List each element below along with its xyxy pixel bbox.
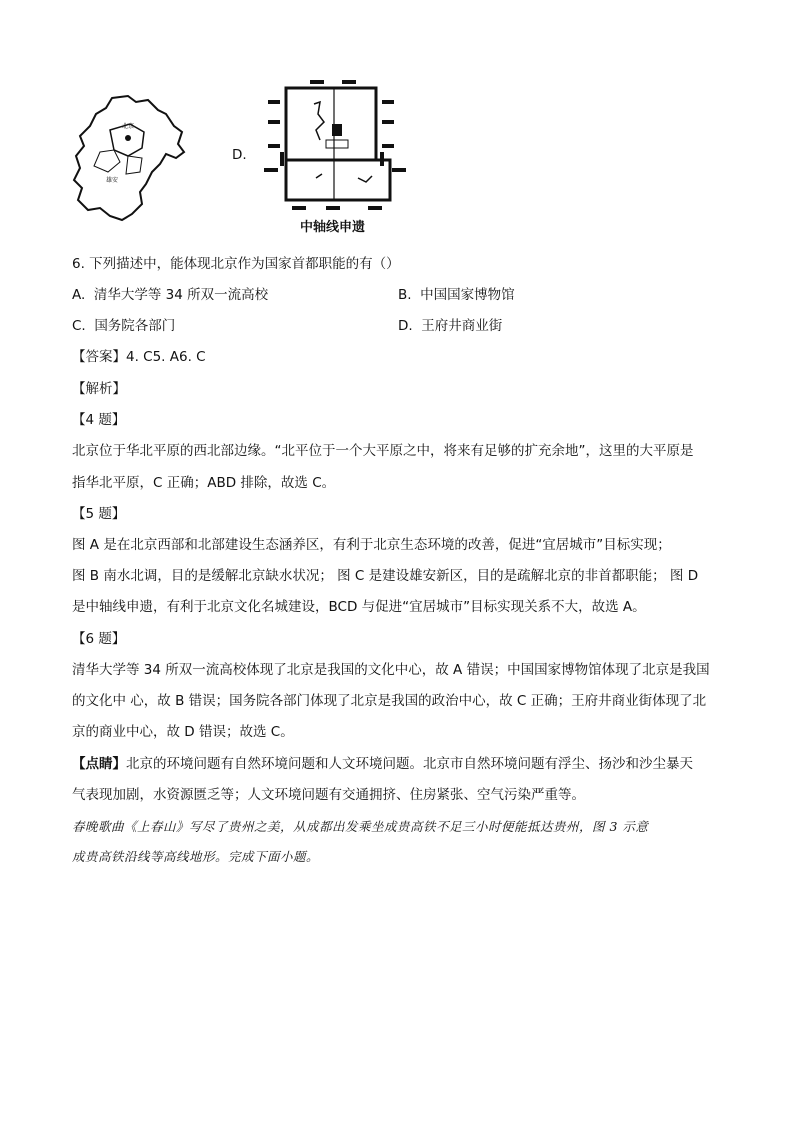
figure-option-d-label: D.	[232, 147, 247, 163]
q5-line-2: 图 B 南水北调，目的是缓解北京缺水状况； 图 C 是建设雄安新区，目的是疏解北京的非首都职能； 图 D	[72, 568, 699, 584]
q6-label: 【6 题】	[72, 631, 126, 647]
option-a	[72, 286, 268, 304]
map-c-beijing	[70, 92, 190, 224]
map-d-central-axis	[262, 74, 412, 224]
q6-line-3: 京的商业中心，故 D 错误；故选 C。	[72, 724, 294, 740]
q6-line-1: 清华大学等 34 所双一流高校体现了北京是我国的文化中心，故 A 错误；中国国家博物馆体现了北京是我国	[72, 662, 710, 678]
option-c	[72, 317, 175, 335]
point-label: 【点睛】	[72, 756, 126, 772]
option-letter: B.	[398, 287, 412, 303]
answer-text: 4. C5. A6. C	[126, 349, 206, 365]
option-text: 国务院各部门	[94, 318, 176, 334]
q4-label: 【4 题】	[72, 412, 126, 428]
option-letter: D.	[398, 318, 413, 334]
point-line-2: 气表现加剧，水资源匮乏等；人文环境问题有交通拥挤、住房紧张、空气污染严重等。	[72, 787, 585, 803]
q5-line-3: 是中轴线申遗，有利于北京文化名城建设，BCD 与促进“宜居城市”目标实现关系不大，故选 A。	[72, 599, 646, 615]
option-d	[398, 317, 502, 335]
option-letter: A.	[72, 287, 86, 303]
answer-line	[72, 348, 206, 366]
q4-line-1: 北京位于华北平原的西北部边缘。“北平位于一个大平原之中，将来有足够的扩充余地”，这里的大平原是	[72, 443, 694, 459]
point-line-1	[72, 755, 693, 773]
option-letter: C.	[72, 318, 86, 334]
option-b	[398, 286, 515, 304]
intro-line-2: 成贵高铁沿线等高线地形。完成下面小题。	[72, 849, 320, 864]
answer-label: 【答案】	[72, 349, 126, 365]
map-c-label-xiongan: 雄安	[106, 177, 119, 184]
question-6-stem: 6. 下列描述中，能体现北京作为国家首都职能的有（）	[72, 256, 400, 272]
analysis-label: 【解析】	[72, 381, 126, 397]
q6-line-2: 的文化中 心，故 B 错误；国务院各部门体现了北京是我国的政治中心，故 C 正确；王府井商业街体现了北	[72, 693, 707, 709]
q5-label: 【5 题】	[72, 506, 126, 522]
option-text: 中国国家博物馆	[420, 287, 515, 303]
q5-line-1: 图 A 是在北京西部和北部建设生态涵养区，有利于北京生态环境的改善，促进“宜居城市”目标实现；	[72, 537, 671, 553]
option-text: 王府井商业街	[421, 318, 503, 334]
q4-line-2: 指华北平原，C 正确；ABD 排除，故选 C。	[72, 475, 336, 491]
map-c-label-beijing: 北京	[122, 123, 135, 130]
map-d-caption: 中轴线申遗	[300, 220, 366, 235]
intro-line-1: 春晚歌曲《上春山》写尽了贵州之美，从成都出发乘坐成贵高铁不足三小时便能抵达贵州，图 3 示意	[72, 819, 649, 834]
option-text: 清华大学等 34 所双一流高校	[93, 287, 269, 303]
point-text: 北京的环境问题有自然环境问题和人文环境问题。北京市自然环境问题有浮尘、扬沙和沙尘暴天	[126, 756, 693, 772]
